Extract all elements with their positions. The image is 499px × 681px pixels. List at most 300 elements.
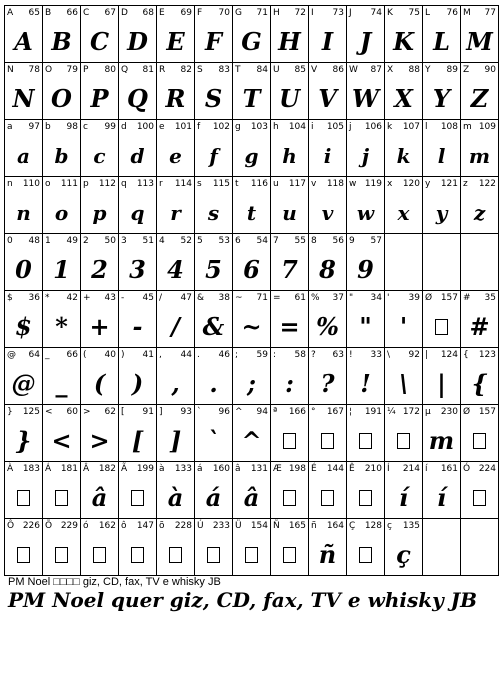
glyph-sample: E [166, 27, 185, 56]
glyph-sample: e [169, 143, 182, 168]
glyph-cell [119, 120, 157, 177]
missing-glyph-icon [195, 534, 232, 575]
glyph-char-label: c [83, 122, 88, 132]
glyph-cell [5, 6, 43, 63]
glyph-code: 233 [212, 521, 230, 531]
glyph-char-label: 4 [159, 236, 165, 246]
glyph-sample: í [436, 483, 447, 512]
glyph-char-label: m [463, 122, 472, 132]
glyph-char-label: n [7, 179, 13, 189]
glyph-char-label: + [83, 293, 91, 303]
glyph-cell [195, 234, 233, 291]
glyph-code: 43 [104, 293, 116, 303]
glyph-code: 106 [364, 122, 382, 132]
glyph-sample: h [282, 143, 297, 168]
missing-glyph-icon [347, 477, 384, 518]
glyph-header [83, 65, 116, 77]
glyph-sample: 0 [15, 255, 32, 284]
glyph-code: 105 [326, 122, 344, 132]
glyph-code: 112 [98, 179, 116, 189]
glyph-code: 52 [180, 236, 192, 246]
glyph-char-label: a [7, 122, 13, 132]
glyph-code: 50 [104, 236, 116, 246]
missing-glyph-icon [309, 420, 346, 461]
glyph-cell [5, 63, 43, 120]
glyph-char-label: ^ [235, 407, 243, 417]
glyph-header [387, 8, 420, 20]
glyph-cell [195, 348, 233, 405]
missing-glyph-icon [43, 477, 80, 518]
glyph-sample: j [361, 143, 370, 168]
glyph-sample: c [93, 143, 106, 168]
glyph-cell [195, 177, 233, 234]
glyph-cell [423, 177, 461, 234]
glyph-char-label: ? [311, 350, 316, 360]
glyph-code: 226 [22, 521, 40, 531]
glyph-code: 45 [142, 293, 154, 303]
glyph-code: 147 [136, 521, 154, 531]
glyph-header [235, 8, 268, 20]
glyph-header [83, 236, 116, 248]
missing-glyph-icon [5, 477, 42, 518]
glyph-code: 49 [66, 236, 78, 246]
glyph-code: 57 [370, 236, 382, 246]
glyph-cell [81, 519, 119, 576]
glyph-code: 90 [484, 65, 496, 75]
glyph-cell [157, 519, 195, 576]
font-caption: PM Noel □□□□ giz, CD, fax, TV e whisky JB [8, 576, 221, 588]
glyph-header [45, 179, 78, 191]
glyph-cell [233, 63, 271, 120]
glyph-header [159, 407, 192, 419]
glyph-header [425, 293, 458, 305]
glyph-sample: Q [127, 84, 148, 113]
glyph-header [197, 350, 230, 362]
glyph-cell [385, 519, 423, 576]
glyph-cell [5, 177, 43, 234]
glyph-header [83, 179, 116, 191]
glyph-cell [5, 462, 43, 519]
missing-glyph-icon [81, 534, 118, 575]
glyph-header [45, 236, 78, 248]
glyph-cell [347, 6, 385, 63]
glyph-sample: à [167, 483, 184, 512]
glyph-code: 161 [440, 464, 458, 474]
glyph-cell [43, 234, 81, 291]
glyph-code: 75 [408, 8, 420, 18]
glyph-code: 135 [402, 521, 420, 531]
glyph-header [387, 122, 420, 134]
glyph-cell [271, 462, 309, 519]
glyph-sample: + [89, 312, 110, 341]
glyph-char-label: * [45, 293, 50, 303]
glyph-header [159, 464, 192, 476]
missing-glyph-icon [271, 420, 308, 461]
glyph-header [425, 65, 458, 77]
glyph-sample: G [241, 27, 262, 56]
glyph-char-label: Â [83, 464, 90, 474]
glyph-code: 199 [136, 464, 154, 474]
missing-glyph-icon [347, 534, 384, 575]
glyph-header [121, 122, 154, 134]
glyph-header [349, 350, 382, 362]
missing-glyph-icon [461, 420, 498, 461]
glyph-header [311, 122, 344, 134]
glyph-code: 51 [142, 236, 154, 246]
glyph-row [5, 519, 499, 576]
glyph-header [463, 464, 496, 476]
glyph-char-label: õ [159, 521, 165, 531]
glyph-sample: & [202, 312, 225, 341]
glyph-sample: 3 [129, 255, 146, 284]
glyph-header [7, 179, 40, 191]
glyph-sample: I [321, 27, 334, 56]
glyph-char-label: $ [7, 293, 13, 303]
glyph-cell [233, 462, 271, 519]
missing-glyph-icon [157, 534, 194, 575]
glyph-char-label: % [311, 293, 320, 303]
glyph-sample: â [243, 483, 260, 512]
glyph-char-label: V [311, 65, 318, 75]
glyph-code: 34 [370, 293, 382, 303]
glyph-header [121, 407, 154, 419]
glyph-header [463, 179, 496, 191]
glyph-code: 160 [212, 464, 230, 474]
glyph-header [235, 407, 268, 419]
glyph-sample: á [205, 483, 222, 512]
glyph-char-label: ° [311, 407, 316, 417]
glyph-cell [271, 291, 309, 348]
glyph-code: 40 [104, 350, 116, 360]
glyph-sample: - [132, 312, 143, 341]
glyph-cell [309, 6, 347, 63]
glyph-code: 103 [250, 122, 268, 132]
glyph-header [311, 236, 344, 248]
glyph-char-label: , [159, 350, 162, 360]
glyph-cell [309, 348, 347, 405]
glyph-code: 71 [256, 8, 268, 18]
glyph-header [425, 350, 458, 362]
glyph-sample: b [54, 143, 69, 168]
glyph-char-label: z [463, 179, 468, 189]
glyph-char-label: W [349, 65, 358, 75]
glyph-cell [43, 63, 81, 120]
glyph-code: 144 [326, 464, 344, 474]
glyph-cell [423, 6, 461, 63]
glyph-sample: g [244, 143, 259, 168]
glyph-code: 162 [98, 521, 116, 531]
glyph-char-label: " [349, 293, 354, 303]
glyph-cell [157, 6, 195, 63]
glyph-code: 128 [364, 521, 382, 531]
glyph-header [121, 179, 154, 191]
glyph-sample: Z [470, 84, 489, 113]
glyph-code: 154 [250, 521, 268, 531]
glyph-cell [271, 177, 309, 234]
glyph-cell [271, 234, 309, 291]
glyph-header [273, 236, 306, 248]
glyph-code: 42 [66, 293, 78, 303]
glyph-header [121, 464, 154, 476]
glyph-header [45, 122, 78, 134]
glyph-cell [195, 462, 233, 519]
glyph-header [7, 236, 40, 248]
glyph-cell [43, 177, 81, 234]
glyph-sample: D [127, 27, 148, 56]
glyph-code: 83 [218, 65, 230, 75]
glyph-code: 91 [142, 407, 154, 417]
glyph-char-label: Õ [45, 521, 53, 531]
glyph-code: 64 [28, 350, 40, 360]
missing-glyph-icon [119, 534, 156, 575]
glyph-cell [309, 63, 347, 120]
glyph-char-label: } [7, 407, 13, 417]
glyph-code: 53 [218, 236, 230, 246]
glyph-cell [119, 405, 157, 462]
glyph-cell [271, 405, 309, 462]
glyph-sample: l [437, 143, 446, 168]
glyph-sample: R [165, 84, 186, 113]
glyph-sample: [ [131, 426, 144, 455]
glyph-header [387, 293, 420, 305]
glyph-cell [385, 462, 423, 519]
glyph-header [159, 179, 192, 191]
glyph-cell [347, 405, 385, 462]
glyph-header [387, 521, 420, 533]
glyph-header [273, 65, 306, 77]
glyph-sample: ( [93, 369, 106, 398]
missing-glyph-icon [347, 420, 384, 461]
glyph-char-label: 7 [273, 236, 279, 246]
glyph-code: 55 [294, 236, 306, 246]
glyph-header [273, 521, 306, 533]
glyph-cell [271, 6, 309, 63]
glyph-cell [81, 6, 119, 63]
glyph-char-label: t [235, 179, 239, 189]
glyph-cell [5, 519, 43, 576]
glyph-sample: ñ [318, 540, 337, 569]
glyph-code: 166 [288, 407, 306, 417]
glyph-char-label: l [425, 122, 428, 132]
glyph-code: 96 [218, 407, 230, 417]
glyph-code: 183 [22, 464, 40, 474]
glyph-char-label: Ø [425, 293, 433, 303]
glyph-header [387, 179, 420, 191]
glyph-cell [461, 63, 499, 120]
glyph-char-label: L [425, 8, 431, 18]
glyph-header [273, 8, 306, 20]
glyph-cell [385, 120, 423, 177]
glyph-cell [347, 519, 385, 576]
glyph-sample: $ [15, 312, 32, 341]
glyph-code: 78 [28, 65, 40, 75]
glyph-header [197, 8, 230, 20]
glyph-char-label: G [235, 8, 242, 18]
glyph-sample: % [316, 312, 339, 341]
glyph-cell [347, 63, 385, 120]
missing-glyph-icon [271, 534, 308, 575]
glyph-char-label: Ó [463, 464, 471, 474]
glyph-char-label: j [349, 122, 352, 132]
glyph-code: 191 [364, 407, 382, 417]
glyph-char-label: ) [121, 350, 125, 360]
glyph-cell [233, 234, 271, 291]
glyph-char-label: . [197, 350, 200, 360]
glyph-char-label: Ñ [273, 521, 280, 531]
glyph-cell [195, 63, 233, 120]
glyph-sample: F [204, 27, 223, 56]
glyph-code: 228 [174, 521, 192, 531]
glyph-char-label: Æ [273, 464, 282, 474]
glyph-char-label: Ø [463, 407, 471, 417]
glyph-cell [423, 291, 461, 348]
glyph-header [425, 8, 458, 20]
glyph-cell [195, 6, 233, 63]
glyph-cell [195, 519, 233, 576]
glyph-char-label: Ô [7, 521, 15, 531]
glyph-sample: x [397, 200, 410, 225]
glyph-header [273, 407, 306, 419]
glyph-code: 104 [288, 122, 306, 132]
glyph-cell [385, 234, 423, 291]
glyph-header [387, 464, 420, 476]
glyph-sample: a [17, 143, 30, 168]
glyph-cell [309, 462, 347, 519]
missing-glyph-icon [43, 534, 80, 575]
glyph-header [235, 464, 268, 476]
glyph-cell [43, 405, 81, 462]
glyph-cell [81, 291, 119, 348]
glyph-header [463, 350, 496, 362]
glyph-cell [233, 519, 271, 576]
glyph-sample: X [394, 84, 413, 113]
glyph-header [159, 521, 192, 533]
glyph-char-label: @ [7, 350, 16, 360]
glyph-char-label: â [235, 464, 241, 474]
glyph-code: 39 [408, 293, 420, 303]
glyph-header [235, 65, 268, 77]
glyph-code: 98 [66, 122, 78, 132]
missing-glyph-icon [233, 534, 270, 575]
glyph-header [159, 8, 192, 20]
glyph-cell [157, 462, 195, 519]
glyph-cell [119, 348, 157, 405]
glyph-code: 65 [28, 8, 40, 18]
glyph-code: 67 [104, 8, 116, 18]
glyph-sample: L [433, 27, 450, 56]
glyph-sample: P [90, 84, 109, 113]
glyph-char-label: / [159, 293, 163, 303]
glyph-char-label: b [45, 122, 51, 132]
glyph-header [7, 122, 40, 134]
glyph-sample: M [466, 27, 493, 56]
glyph-header [273, 293, 306, 305]
glyph-header [349, 65, 382, 77]
glyph-sample: " [359, 312, 372, 341]
glyph-cell [309, 291, 347, 348]
glyph-row [5, 291, 499, 348]
glyph-char-label: | [425, 350, 429, 360]
glyph-char-label: 2 [83, 236, 89, 246]
glyph-cell [157, 177, 195, 234]
glyph-sample: ~ [241, 312, 262, 341]
glyph-header [83, 521, 116, 533]
glyph-char-label: F [197, 8, 203, 18]
glyph-header [463, 122, 496, 134]
glyph-char-label: µ [425, 407, 431, 417]
glyph-code: 60 [66, 407, 78, 417]
glyph-header [197, 293, 230, 305]
glyph-sample: ' [399, 312, 408, 341]
missing-glyph-icon [461, 477, 498, 518]
glyph-cell [195, 120, 233, 177]
glyph-char-label: S [197, 65, 203, 75]
glyph-code: 80 [104, 65, 116, 75]
glyph-cell [157, 234, 195, 291]
glyph-cell [119, 462, 157, 519]
glyph-char-label: R [159, 65, 166, 75]
glyph-sample: v [321, 200, 334, 225]
glyph-header [197, 65, 230, 77]
glyph-code: 77 [484, 8, 496, 18]
glyph-sample: Y [432, 84, 451, 113]
glyph-header [159, 122, 192, 134]
glyph-code: 110 [22, 179, 40, 189]
glyph-header [349, 521, 382, 533]
glyph-char-label: X [387, 65, 394, 75]
glyph-cell [81, 234, 119, 291]
glyph-sample: r [170, 200, 181, 225]
glyph-code: 87 [370, 65, 382, 75]
glyph-cell [271, 120, 309, 177]
glyph-cell [461, 6, 499, 63]
glyph-header [235, 122, 268, 134]
glyph-sample: ; [247, 369, 256, 398]
glyph-char-label: O [45, 65, 53, 75]
glyph-header [159, 236, 192, 248]
glyph-header [387, 65, 420, 77]
glyph-code: 157 [440, 293, 458, 303]
glyph-header [311, 407, 344, 419]
glyph-char-label: H [273, 8, 280, 18]
glyph-sample: 9 [357, 255, 374, 284]
glyph-sample: O [51, 84, 72, 113]
glyph-sample: ç [396, 540, 411, 569]
glyph-code: 121 [440, 179, 458, 189]
glyph-code: 68 [142, 8, 154, 18]
glyph-code: 108 [440, 122, 458, 132]
glyph-header [45, 350, 78, 362]
glyph-cell [309, 405, 347, 462]
glyph-code: 47 [180, 293, 192, 303]
glyph-char-label: ] [159, 407, 163, 417]
glyph-char-label: w [349, 179, 357, 189]
glyph-code: 122 [478, 179, 496, 189]
glyph-header [45, 407, 78, 419]
glyph-char-label: Ã [121, 464, 128, 474]
glyph-header [235, 350, 268, 362]
glyph-cell [271, 63, 309, 120]
glyph-char-label: B [45, 8, 52, 18]
glyph-code: 82 [180, 65, 192, 75]
glyph-code: 92 [408, 350, 420, 360]
glyph-header [311, 179, 344, 191]
glyph-code: 116 [250, 179, 268, 189]
glyph-code: 41 [142, 350, 154, 360]
glyph-char-label: D [121, 8, 128, 18]
glyph-sample: K [393, 27, 414, 56]
glyph-cell [385, 63, 423, 120]
